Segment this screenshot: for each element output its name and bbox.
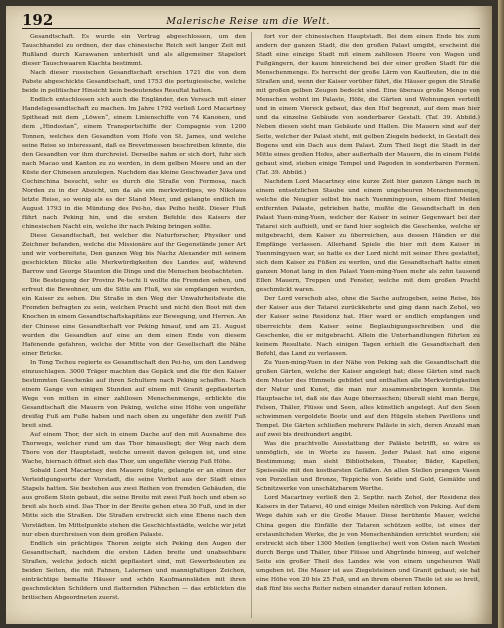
paragraph: Was die prachtvolle Ausstattung der Paläste betrifft, so wäre es unmöglich, sie in Worte zu fassen. Jeder Palast hat eine eigene Bestimmung; man sieht Bibliotheken, Theater, Bäder, Kapellen, Speisesäle mit den kostbarsten Gefäßen. An allen Stellen prangen Vasen von Porzellan und Bronze, Teppiche von Seide und Gold, Gemälde und Schnitzwerke von unschätzbarem Werthe. xyxy=(256,440,480,493)
paragraph: Sobald Lord Macartney den Mauern folgte, gelangte er an einen der Verteidigungsorte der Vorstadt, die seine Vorhut aus der Stadt eines Stapels hatten. Sie bestehen aus zwei Reihen von fremden Gebäuden, die aus großem Stein gebaut, die seine Breite mit zwei Fuß hoch und eben so breit als hoch sind. Das Thor in der Breite gehen etwa 30 Fuß, und in der Mitte sich die Straßen. Die Straßen erstreckt sich eine Ebene nach den Vorstädten. Im Mittelpunkte stehen die Geschichtsstädte, welche wir jetzt nur eben durchreisen von dem großen Palaste. xyxy=(22,467,246,538)
paragraph: Zu Yuen-ming-Yuen in der Nähe von Peking sah die Gesandtschaft die großen Gärten, welche der Kaiser angelegt hat; diese Gärten sind nach dem Muster des Himmels gebildet und enthalten alle Merkwürdigkeiten der Natur und Kunst, die man nur zusammenbringen konnte. Die Hauptsache ist, daß sie das Auge überraschen; überall sieht man Berge, Felsen, Thäler, Flüsse und Seen, alles künstlich angelegt. Auf den Seen schwimmen vergoldete Boote und auf den Hügeln stehen Pavillons und Tempel. Die Gärten schließen mehrere Paläste in sich, deren Anzahl man auf zwei bis dreihundert angibt. xyxy=(256,358,480,439)
page-edge xyxy=(498,0,504,628)
paragraph: Die Besteigung der Provinz Pe-tschi li wollte die Fremden sehen, und erfreut die Bewohner, um die Sitte am Fluß, wo sie empfangen wurden, ein Kaiser zu sehen. Die Straße in den Weg der Unwahrheitsfeste die Fremden befragten zu sein, welchen Pracht und nicht den Boot mit den Knochen in einem Gesandtschaftskapitäns zur Bewegung, und Herren. An der Chinese eine Gesandtschaft vor Peking hinauf, und am 21. August wurden die Gesandten auf eine an dem einen Ende von diesem Hafenende gefahren, welche der Mitte von der Gesellschaft die Nähe einer Brücke. xyxy=(22,277,246,357)
book-page xyxy=(6,6,492,624)
column-divider xyxy=(251,32,252,618)
page-header xyxy=(22,12,480,29)
paragraph: Nachdem Lord Macartney eine kurze Zeit hier ganzen Länge nach in einem entsetzlichen Staube und einem ungeheuren Menschenmenge, welche die Neugier selbst bis nach Yuenmingyuen, einem fünf Meilen entfernten Palaste, getrieben hatte, mußte die Gesandtschaft in den Palast Yuen-ming-Yuen, welcher der Kaiser in seiner Gegenwart bei der Tatarei sich aufhielt, und er fand hier sogleich die Geschenke, welche er mitgebracht, dem Kaiser zu überreichen, aus dessen Händen er die Empfänge verlassen. Allerhand Spiele die hier mit dem Kaiser in Yuenmingyuen war, so hatte es der Lord nicht mit seiner Ehre gestattet, sich dem Kaiser zu Füßen zu werfen, und die Gesandtschaft hatte einen ganzen Monat lang in den Palast Yuen-ming-Yuen mehr als zehn tausend Ellen Mauern, Treppen und Fenster, welche mit dem großen Pracht geschmückt waren. xyxy=(256,177,480,294)
page-number: 192 xyxy=(22,11,54,29)
paragraph: Endlich entschlossen sich auch die Engländer, den Versuch mit einer Handelsgesandtschaft zu machen. Im Jahre 1792 verließ Lord Macartney Spithead mit dem „Löwen“, einem Linienschiffe von 74 Kanonen, und dem „Hindostan“, einem Transportschiffe der Compagnie von 1200 Tonnen, welches den Gesandten vom Hofe von St. James, und welche seine Reise so interessant, daß es Brevetmessen beschreiben könnte, die den Gesandten vor ihm durchreist. Derselbe nahm er sich dort, fuhr sich nach Macao und Kanton zu zu werden, in dem gelben Meere und an der Küste der Chinesen anzulegen. Nachdem das kleine Geschwader Java und Cochinchina besucht, sehr es durch die Straße von Formosa, nach Norden zu in der Absicht, um da als ein merkwürdiges, wo Nikolaus letzte Reise, so wenig als es der Stand Meer, und gelangte endlich im August 1793 in die Mündung des Pei-ho, das Peiho heißt. Dieser Fluß führt nach Peking hin, und die ersten Befehle des Kaisers der chinesischen Nacht ein, welche ihr nach Peking bringen sollte. xyxy=(22,96,246,230)
paragraph: Diese Gesandtschaft, bei welcher die Naturforscher, Physiker und Zeichner befanden, welche die Missionäre auf ihr Gegenstände jener Art und wir vorbereitete, Den ganzen Weg bis Nachz Alexander mit seinem geschickten Blicke alle Merkwürdigkeiten des Landes auf, während Barrow und George Staunton die Dinge und die Menschen beobachteten. xyxy=(22,232,246,276)
paragraph: Gesandtschaft. Es wurde ein Vertrag abgeschlossen, um den Tauschhandel zu ordnen, der das chinesische Reich seit langer Zeit mit Rußland durch Karawanen unterhielt und als allgemeiner Stapelort dieser Tauschwaaren Kiachta bestimmt. xyxy=(22,33,246,68)
text-columns xyxy=(22,32,480,618)
right-column xyxy=(256,32,480,618)
paragraph: Nach dieser russischen Gesandtschaft erschien 1721 die von dem Pabste abgeschickte Gesandtschaft, und 1753 die portugiesische, welche beide in politischer Hinsicht kein bedeutendes Resultat hatten. xyxy=(22,69,246,95)
paragraph: In Tong Tscheu regierte es Gesandtschaft den Pei-ho, um den Landweg einzuschlagen. 3000 Träger machten das Gepäck und die für den Kaiser bestimmten Geschenke auf ihren Schultern nach Peking schaffen. Nach einem Gange von einigen Stunden auf einem mit Granit gepflasterten Wege von mitten in einer zahllosen Menschenmenge, erblickte die Gesandtschaft die Mauern von Peking, welche eine Höhe von ungefähr dreißig Fuß am Fuße haben und nach oben zu ungefähr den zwölf Fuß breit sind. xyxy=(22,358,246,430)
paragraph: fort vor der chinesischen Hauptstadt. Bei dem einen Ende bis zum andern der ganzen Stadt, die den großen Palast umgibt, erscheint die Stadt eine einzige Stadt mit einem zahllosen Heere von Wagen und Fußgängern, der kaum hinreichend bei der einer großen Stadt für die Menschenmenge. Es herrscht der große Lärm von Kaufleuten, die in die Straßen und, wenn der Kaiser vorüber fährt, die Häuser gegen die Straße mit großen gelben Zeugen bedeckt sind. Eine überaus große Menge von Menschen wohnt im Palaste, Höfe, die Gärten und Wohnungen verteilt und in einem Viereck gebaut, das den Hof begrenzt, auf dem man hier und da einzelne Gebäude von sonderbarer Gestalt. (Taf. 39. Abbild.) Neben diesen sieht man Gebäude und Hallen. Die Mauern sind auf der Seite, welcher der Palast steht, mit gelben Ziegeln bedeckt, in Gestalt des Bogens und ein Dach aus dem Palast. Zum Theil liegt die Stadt in der Mitte eines großen Hofes, aber außerhalb der Mauern, die in einem Felde gebaut sind, stehen einige Tempel und Pagoden in sonderbaren Formen. (Taf. 39. Abbild.) xyxy=(256,33,480,176)
left-column xyxy=(22,32,246,618)
running-title: Malerische Reise um die Welt. xyxy=(166,16,330,27)
paragraph: Der Lord verschob also, ohne die Sache aufzugeben, seine Reise, bis der Kaiser aus der Tatarei zurückkehrte und ging dann nach Zehol, wo der Kaiser seine Residenz hat. Hier ward er endlich empfangen und überreichte dem Kaiser seine Beglaubigungsschreiben und die Geschenke, die er mitgebracht. Allein die Unterhandlungen führten zu keinem Resultate. Nach einigen Tagen erhielt die Gesandtschaft den Befehl, das Land zu verlassen. xyxy=(256,295,480,357)
paragraph: Lord Macartney verließ den 2. Septbr. nach Zehol, der Residenz des Kaisers in der Tatarei, 40 und einige Meilen nördlich von Peking. Auf dem Wege dahin sah er die Große Mauer. Diese berühmte Mauer, welche China gegen die Einfälle der Tataren schützen sollte, ist eines der erstaunlichsten Werke, die je von Menschenhänden errichtet wurden; sie erstreckt sich über 1300 Meilen (englische) weit von Osten nach Westen durch Berge und Thäler, über Flüsse und Abgründe hinweg, auf welcher Seite ein großer Theil des Landes wie von einem ungeheuren Wall umgeben ist. Die Mauer ist aus Ziegelsteinen und Granit gebaut; sie hat eine Höhe von 20 bis 25 Fuß, und an ihrem oberen Theile ist sie so breit, daß fünf bis sechs Reiter neben einander darauf reiten können. xyxy=(256,494,480,592)
paragraph: Auf einem Thor, der sich in einem Dache auf den mit Ausnahme des Thorwegs, welcher rund um das Thor hinausliegt; der Weg nach dem Thore von der Hauptstadt, welche unweit davon gelegen ist, und eine Wache, hiernach öffnet sich das Thor, um ungefähr vierzig Fuß Höhe. xyxy=(22,431,246,466)
paragraph: Endlich ein prächtiges Thoren zeigte sich Peking den Augen der Gesandtschaft, nachdem die ersten Läden breite und unabsehbare Straßen, welche jedoch nicht gepflastert sind, mit Gewerbsleuten zu beiden Seiten, die mit Fahnen, Laternen und mannigfaltigen Zeichen, einträchtige bemalte Häuser und schön Kaufmannsläden mit ihren geschmückten Schildern und flatternden Fähnchen — das erblickten die britischen Abgeordneten zuerst. xyxy=(22,539,246,601)
